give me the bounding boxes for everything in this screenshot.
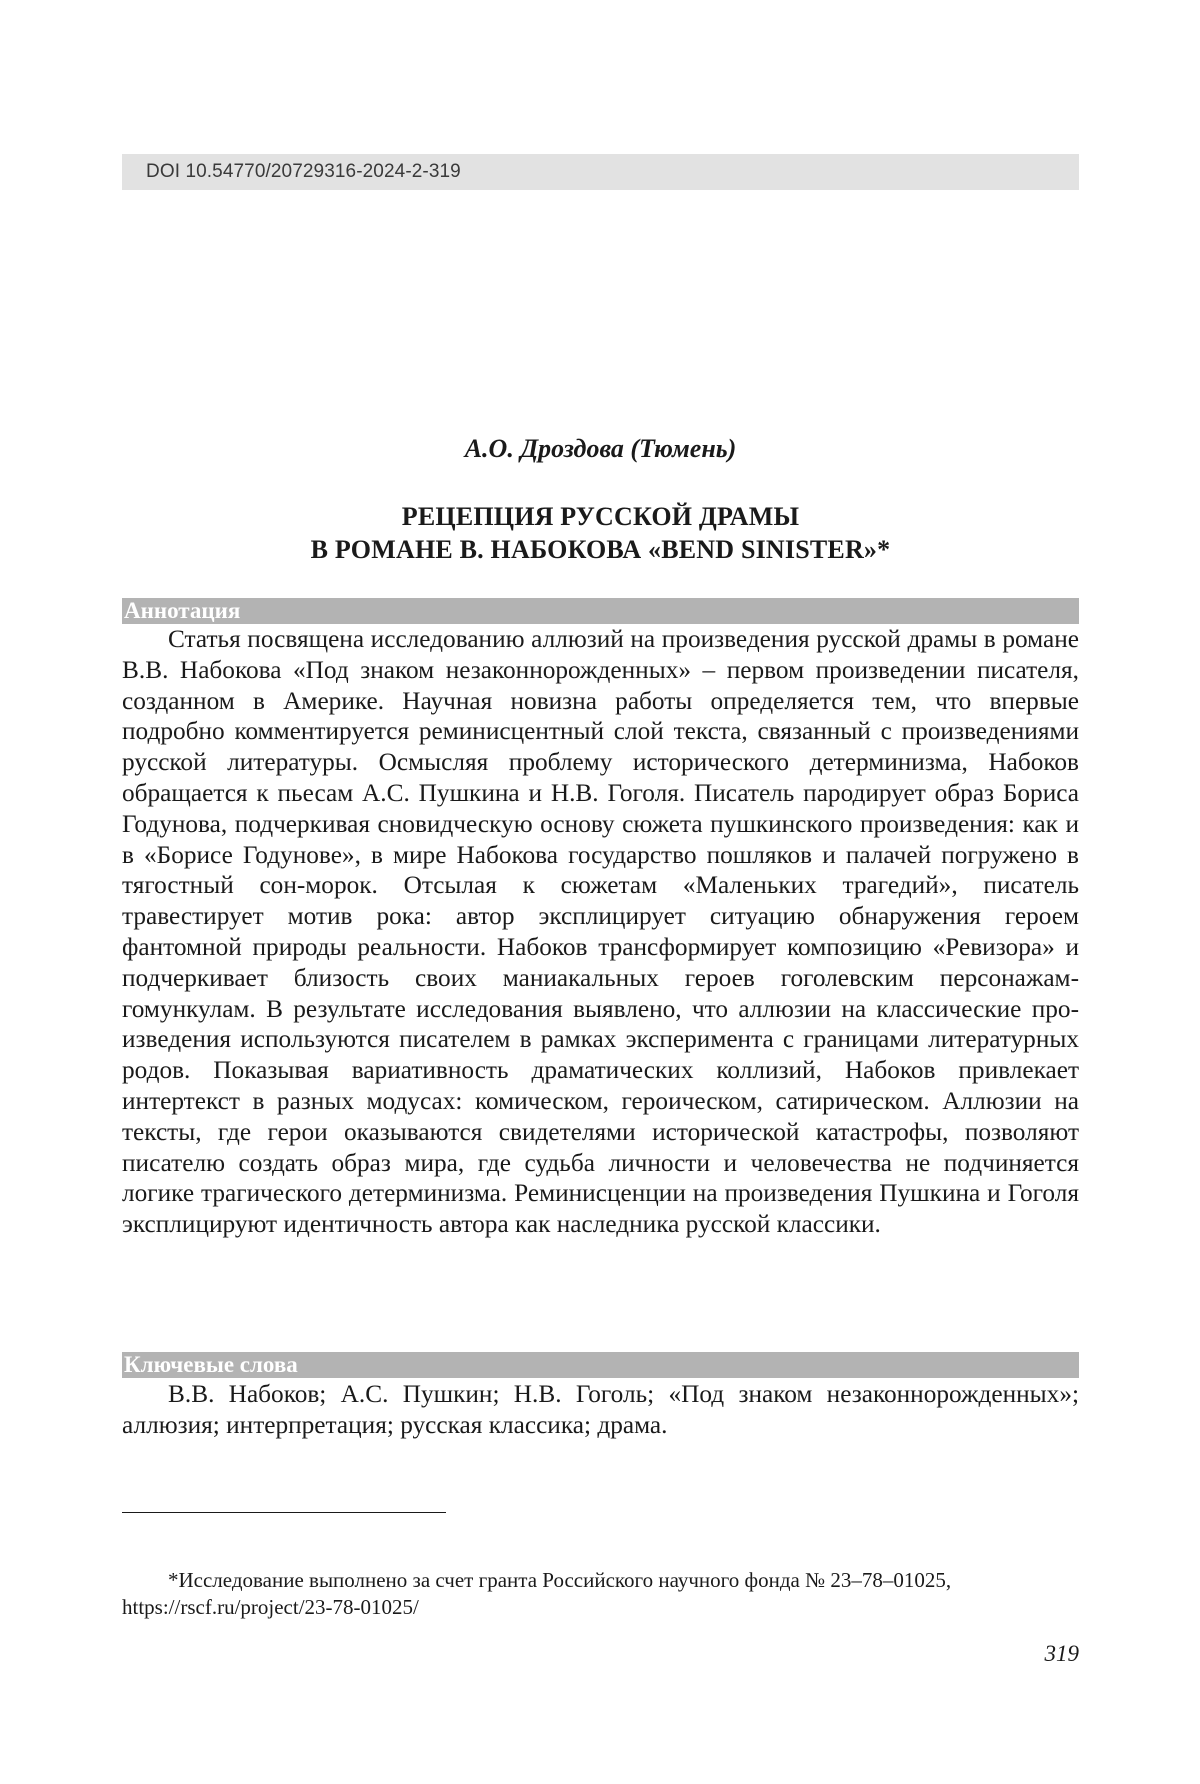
footnote-divider (122, 1512, 446, 1513)
footnote-text: *Исследование выполнено за счет гранта Российского научного фонда № 23–78–01025, (168, 1568, 952, 1592)
author-line: А.О. Дроздова (Тюмень) (464, 434, 737, 463)
title-line-1: РЕЦЕПЦИЯ РУССКОЙ ДРАМЫ (401, 502, 800, 531)
doi-text: DOI 10.54770/20729316-2024-2-319 (146, 161, 461, 182)
keywords-text: В.В. Набоков; А.С. Пушкин; Н.В. Гоголь; «Под знаком незаконнорожденных»; аллюзия; интерпретация; русская классика; драма. (122, 1380, 1079, 1439)
annotation-heading-label: Аннотация (124, 598, 241, 623)
annotation-text: Статья посвящена исследованию аллюзий на произведения русской драмы в романе В.В. Набокова «Под знаком незаконнорожденных» – первом произведении писателя, созданном в Америке. Научная новизна работы определяется тем, что впервые подробно комментируется реминисцентный слой текста, связанный с произведениями русской литературы. Осмысляя проблему исторического детерминизма, Набоков обращается к пьесам А.С. Пушкина и Н.В. Гоголя. Писатель пародирует образ Бориса Годунова, подчеркивая сновидческую основу сюжета пушкинского произведения: как и в «Борисе Годунове», в мире Набокова государство пошляков и палачей погружено в тягостный сон-морок. Отсылая к сюжетам «Маленьких трагедий», писатель травестирует мотив рока: автор эксплицирует ситуацию обнаружения героем фантомной природы реальности. Набоков трансформирует композицию «Ревизора» и подчеркивает близость своих маниакальных героев гоголевским персонажам-гомункулам. В результате исследования выявлено, что аллюзии на классические произведения используются писателем в рамках эксперимента с границами литературных родов. Показывая вариативность драматических коллизий, Набоков привлекает интертекст в разных модусах: комическом, героическом, сатирическом. Аллюзии на тексты, где герои оказываются свидетелями исторической катастрофы, позволяют писателю создать образ мира, где судьба личности и человечества не подчиняется логике трагического детерминизма. Реминисценции на произведения Пушкина и Гоголя эксплицируют идентичность автора как наследника русской классики. (122, 625, 1079, 1239)
page-number: 319 (1044, 1641, 1079, 1666)
annotation-heading (122, 598, 1079, 624)
keywords-heading (122, 1352, 1079, 1378)
footnote-url: https://rscf.ru/project/23-78-01025/ (122, 1595, 419, 1619)
title-line-2: В РОМАНЕ В. НАБОКОВА «BEND SINISTER»* (310, 535, 891, 564)
article-title (122, 500, 1079, 566)
keywords-heading-label: Ключевые слова (124, 1352, 298, 1377)
footnote (122, 1567, 1079, 1621)
doi-bar (122, 154, 1079, 190)
